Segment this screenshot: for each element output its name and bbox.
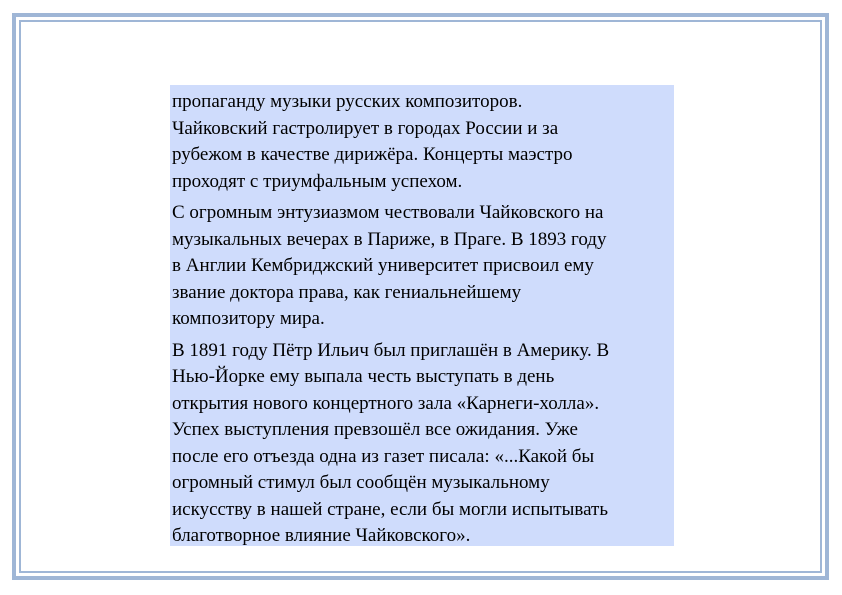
paragraph-2: С огромным энтузиазмом чествовали Чайковского на музыкальных вечерах в Париже, в Праге. В 1893 году в Англии Кембриджский университет присвоил ему звание доктора права, как гениальнейшему композитору мира. (172, 202, 607, 329)
paragraph-3: В 1891 году Пётр Ильич был приглашён в Америку. В Нью-Йорке ему выпала честь выступать в день открытия нового концертного зала «Карнеги-холла». Успех выступления превзошёл все ожидания. Уже после его отъезда одна из газет писала: «...Какой бы огромный стимул был сообщён музыкальному искусству в нашей стране, если бы могли испытывать благотворное влияние Чайковского». (172, 339, 610, 546)
paragraph-1: пропаганду музыки русских композиторов. Чайковский гастролирует в городах России и за рубежом в качестве дирижёра. Концерты маэстро проходят с триумфальным успехом. (172, 91, 573, 192)
text-box (170, 85, 674, 546)
